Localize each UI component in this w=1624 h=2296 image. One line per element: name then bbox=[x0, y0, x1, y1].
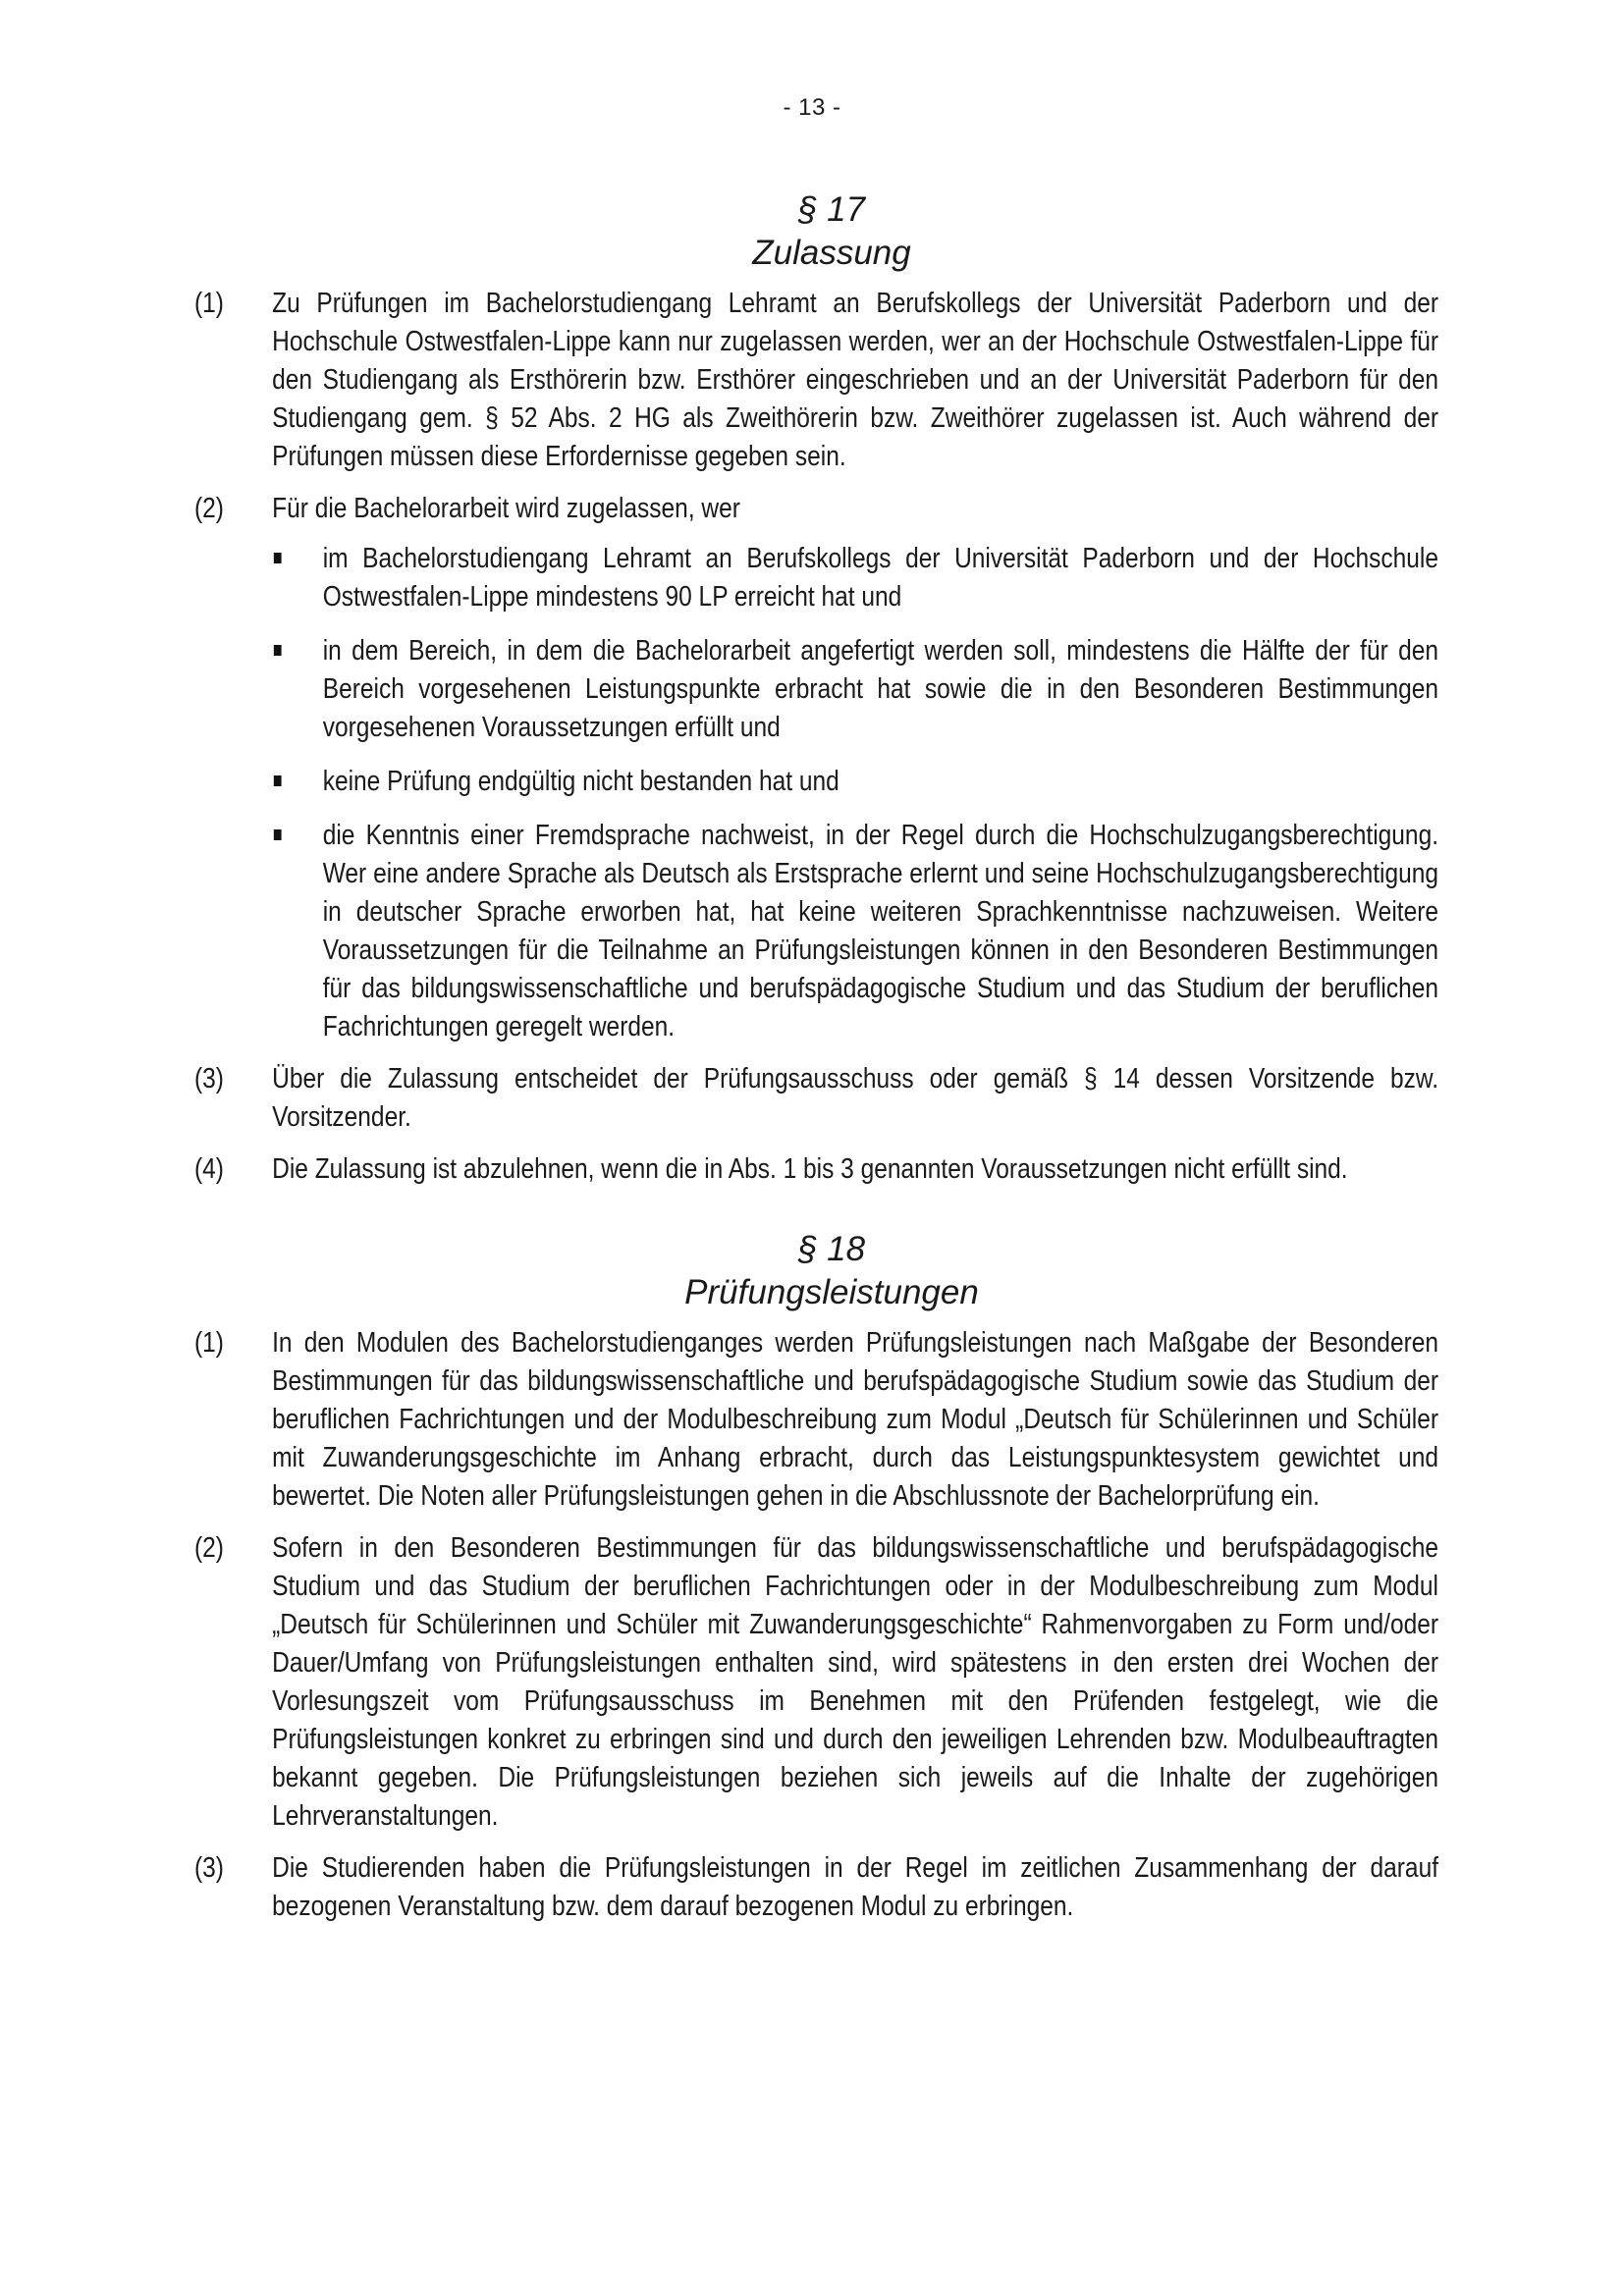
section-17-paragraph-2 bbox=[194, 490, 1438, 1046]
section-17-heading bbox=[0, 188, 1624, 275]
list-item-text: im Bachelorstudiengang Lehramt an Berufskollegs der Universität Paderborn und der Hochschule Ostwestfalen-Lippe mindestens 90 LP erreicht hat und bbox=[322, 543, 1439, 613]
square-bullet-icon bbox=[272, 817, 323, 1046]
paragraph-number: (4) bbox=[194, 1153, 224, 1185]
paragraph-number: (2) bbox=[194, 1532, 224, 1564]
paragraph-text: Die Studierenden haben die Prüfungsleistungen in der Regel im zeitlichen Zusammenhang der darauf bezogenen Veranstaltung bzw. dem darauf bezogenen Modul zu erbringen. bbox=[272, 1852, 1439, 1922]
paragraph-number: (3) bbox=[194, 1063, 224, 1095]
paragraph-number: (1) bbox=[194, 288, 224, 319]
requirements-list bbox=[272, 540, 1438, 1046]
section-18-paragraph-2 bbox=[194, 1529, 1438, 1836]
paragraph-text: Zu Prüfungen im Bachelorstudiengang Lehramt an Berufskollegs der Universität Paderborn und der Hochschule Ostwestfalen-Lippe kann nur zugelassen werden, wer an der Hochschule Ostwestfalen-Lippe für den Studiengang als Ersthörerin bzw. Ersthörer eingeschrieben und an der Universität Paderborn für den Studiengang gem. § 52 Abs. 2 HG als Zweithörerin bzw. Zweithörer zugelassen ist. Auch während der Prüfungen müssen diese Erfordernisse gegeben sein. bbox=[272, 288, 1439, 472]
list-item bbox=[272, 632, 1438, 747]
page-number: - 13 - bbox=[783, 94, 841, 121]
paragraph-text: Sofern in den Besonderen Bestimmungen für das bildungswissenschaftliche und berufspädagogische Studium und das Studium der beruflichen Fachrichtungen oder in der Modulbeschreibung zum Modul „Deutsch für Schülerinnen und Schüler mit Zuwanderungsgeschichte“ Rahmenvorgaben zu Form und/oder Dauer/Umfang von Prüfungsleistungen enthalten sind, wird spätestens in den ersten drei Wochen der Vorlesungszeit vom Prüfungsausschuss im Benehmen mit den Prüfenden festgelegt, wie die Prüfungsleistungen konkret zu erbringen sind und durch den jeweiligen Lehrenden bzw. Modulbeauftragten bekannt gegeben. Die Prüfungsleistungen beziehen sich jeweils auf die Inhalte der zugehörigen Lehrveranstaltungen. bbox=[272, 1532, 1439, 1832]
section-18-title: Prüfungsleistungen bbox=[684, 1273, 979, 1311]
section-17-title: Zulassung bbox=[752, 234, 911, 272]
list-item bbox=[272, 763, 1438, 801]
document-body bbox=[194, 188, 1438, 1940]
paragraph-text: Für die Bachelorarbeit wird zugelassen, wer bbox=[272, 493, 740, 524]
list-item-text: die Kenntnis einer Fremdsprache nachweist, in der Regel durch die Hochschulzugangsberechtigung. Wer eine andere Sprache als Deutsch als Erstsprache erlernt und seine Hochschulzugangsberechtigung in deutscher Sprache erworben hat, hat keine weiteren Sprachkenntnisse nachzuweisen. Weitere Voraussetzungen für die Teilnahme an Prüfungsleistungen können in den Besonderen Bestimmungen für das bildungswissenschaftliche und berufspädagogische Studium und das Studium der beruflichen Fachrichtungen geregelt werden. bbox=[322, 820, 1439, 1042]
section-17-paragraph-3 bbox=[194, 1060, 1438, 1137]
square-bullet-icon bbox=[272, 540, 323, 616]
square-bullet-icon bbox=[272, 632, 323, 747]
section-18-paragraph-1 bbox=[194, 1324, 1438, 1516]
square-bullet-icon bbox=[272, 763, 323, 801]
section-18-paragraph-3 bbox=[194, 1849, 1438, 1926]
section-17-number: § 17 bbox=[797, 190, 866, 229]
paragraph-text: In den Modulen des Bachelorstudienganges werden Prüfungsleistungen nach Maßgabe der Besonderen Bestimmungen für das bildungswissenschaftliche und berufspädagogische Studium sowie das Studium der beruflichen Fachrichtungen und der Modulbeschreibung zum Modul „Deutsch für Schülerinnen und Schüler mit Zuwanderungsgeschichte im Anhang erbracht, durch das Leistungspunktesystem gewichtet und bewertet. Die Noten aller Prüfungsleistungen gehen in die Abschlussnote der Bachelorprüfung ein. bbox=[272, 1327, 1439, 1512]
list-item bbox=[272, 540, 1438, 616]
section-18-number: § 18 bbox=[797, 1230, 866, 1268]
paragraph-number: (3) bbox=[194, 1852, 224, 1884]
section-17-paragraph-1 bbox=[194, 285, 1438, 476]
list-item bbox=[272, 817, 1438, 1046]
list-item-text: in dem Bereich, in dem die Bachelorarbeit angefertigt werden soll, mindestens die Hälfte der für den Bereich vorgesehenen Leistungspunkte erbracht hat sowie die in den Besonderen Bestimmungen vorgesehenen Voraussetzungen erfüllt und bbox=[322, 635, 1439, 743]
paragraph-number: (1) bbox=[194, 1327, 224, 1359]
paragraph-text: Die Zulassung ist abzulehnen, wenn die in Abs. 1 bis 3 genannten Voraussetzungen nicht erfüllt sind. bbox=[272, 1153, 1348, 1185]
paragraph-text: Über die Zulassung entscheidet der Prüfungsausschuss oder gemäß § 14 dessen Vorsitzende bzw. Vorsitzender. bbox=[272, 1063, 1439, 1133]
section-18-heading bbox=[0, 1228, 1624, 1314]
list-item-text: keine Prüfung endgültig nicht bestanden hat und bbox=[322, 766, 839, 797]
paragraph-number: (2) bbox=[194, 493, 224, 524]
section-17-paragraph-4 bbox=[194, 1150, 1438, 1189]
